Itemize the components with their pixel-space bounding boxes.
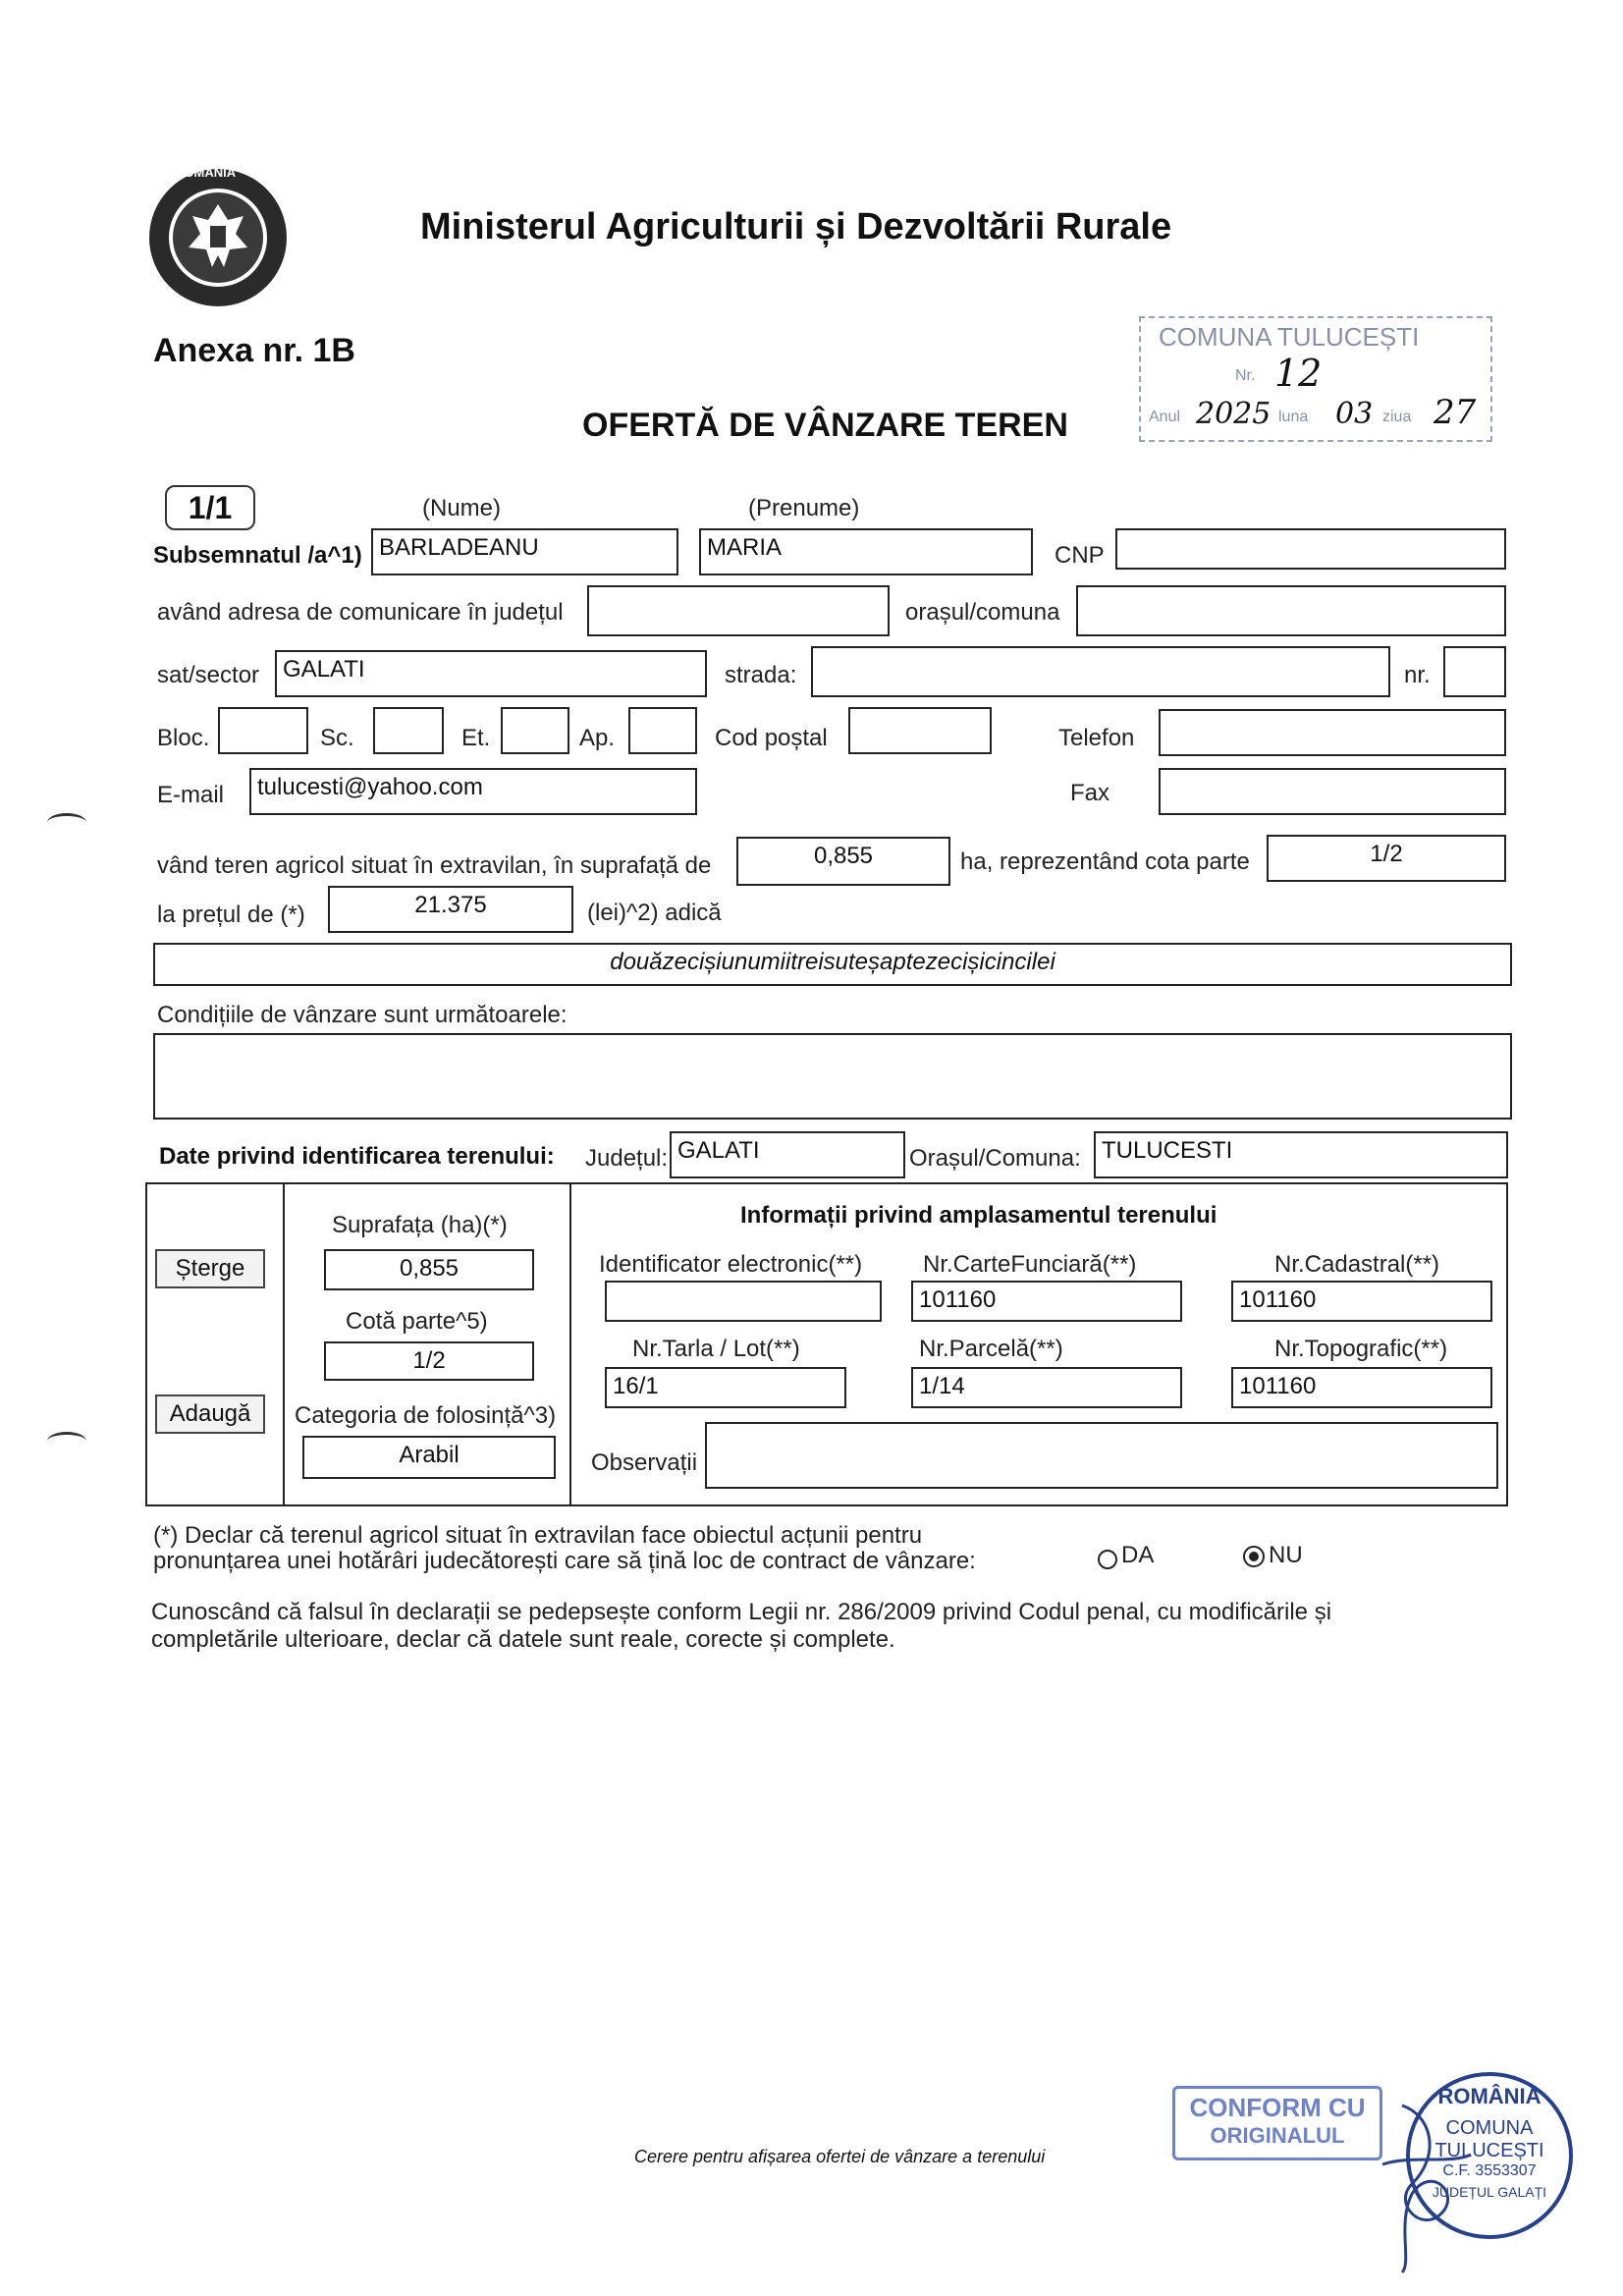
offer-suprafata-field[interactable]: 0,855 [736,837,950,886]
vand-label: vând teren agricol situat în extravilan, în suprafață de [157,852,712,879]
stamp-month-label: luna [1278,409,1309,425]
nu-label: NU [1269,1542,1303,1568]
ha-label: ha, reprezentând cota parte [960,848,1250,875]
judet-field[interactable] [587,585,890,636]
nume-field[interactable]: BARLADEANU [371,528,678,575]
parcela-field[interactable]: 1/14 [911,1367,1182,1408]
punch-hole-mark [47,813,86,832]
cod-postal-field[interactable] [848,707,992,754]
cnp-label: CNP [1055,542,1105,569]
seal-bottom: JUDEȚUL GALAȚI [1432,2184,1547,2200]
land-table-divider [569,1182,571,1506]
categoria-field[interactable]: Arabil [302,1436,556,1479]
stamp-commune: COMUNA TULUCEȘTI [1159,322,1420,352]
et-label: Et. [461,725,491,751]
prenume-header: (Prenume) [748,495,860,521]
topografic-field[interactable]: 101160 [1231,1367,1492,1408]
stamp-year-label: Anul [1149,409,1181,425]
cnp-field[interactable] [1115,528,1506,570]
penal-line2: completările ulterioare, declar că datele sunt reale, corecte și complete. [151,1626,895,1653]
nr-field[interactable] [1443,646,1506,697]
sc-field[interactable] [373,707,444,754]
cadastral-label: Nr.Cadastral(**) [1274,1251,1440,1278]
id-electronic-field[interactable] [605,1281,882,1322]
id-electronic-label: Identificator electronic(**) [599,1251,863,1278]
cod-postal-label: Cod poștal [715,725,828,751]
topografic-label: Nr.Topografic(**) [1274,1336,1448,1362]
seal-top: ROMÂNIA [1437,2084,1542,2108]
da-label: DA [1121,1542,1155,1568]
ident-judet-field[interactable]: GALATI [670,1131,905,1178]
tarla-field[interactable]: 16/1 [605,1367,846,1408]
conform-line1: CONFORM CU [1189,2093,1366,2122]
seal-line2: TULUCEȘTI [1434,2140,1544,2161]
adauga-button[interactable]: Adaugă [155,1394,265,1434]
telefon-label: Telefon [1058,725,1135,751]
carte-field[interactable]: 101160 [911,1281,1182,1322]
pret-litere-field[interactable]: douăzecișiunumiitreisuteșaptezecișicincilei [153,943,1512,986]
sterge-button[interactable]: Șterge [155,1249,265,1288]
suprafata-label: Suprafața (ha)(*) [332,1212,508,1238]
ap-label: Ap. [579,725,616,751]
prenume-field[interactable]: MARIA [699,528,1033,575]
signature-icon [1373,2096,1481,2276]
observatii-label: Observații [591,1449,698,1476]
page-title: OFERTĂ DE VÂNZARE TEREN [582,407,1068,444]
da-radio[interactable] [1098,1550,1117,1569]
ministry-emblem-icon [145,165,291,310]
bloc-field[interactable] [218,707,308,754]
ident-oras-label: Orașul/Comuna: [909,1145,1081,1172]
radio-selected-dot [1249,1552,1259,1561]
judet-label: având adresa de comunicare în județul [157,599,564,626]
ap-field[interactable] [628,707,697,754]
ident-judet-label: Județul: [585,1145,669,1172]
sat-label: sat/sector [157,662,260,688]
email-label: E-mail [157,782,225,808]
stamp-year-value: 2025 [1196,397,1271,431]
declaration-line2: pronunțarea unei hotărâri judecătorești care să țină loc de contract de vânzare: [153,1548,976,1574]
seal-line3: C.F. 3553307 [1442,2162,1537,2179]
cadastral-field[interactable]: 101160 [1231,1281,1492,1322]
conform-stamp [1172,2086,1382,2160]
annex-label: Anexa nr. 1B [153,332,355,369]
pret-label: la prețul de (*) [157,902,305,928]
conditii-label: Condițiile de vânzare sunt următoarele: [157,1002,568,1028]
nu-radio[interactable] [1243,1546,1265,1567]
emblem-text: ROMÂNIA [175,165,237,180]
carte-label: Nr.CarteFunciară(**) [923,1251,1137,1278]
land-table-divider [283,1182,285,1506]
cota-field[interactable]: 1/2 [324,1341,534,1381]
punch-hole-mark [47,1432,86,1450]
owner-fraction: 1/1 [165,485,255,530]
conform-line2: ORIGINALUL [1210,2123,1345,2148]
nume-header: (Nume) [422,495,502,521]
stamp-nr-label: Nr. [1235,367,1256,384]
strada-label: strada: [725,662,797,688]
suprafata-field[interactable]: 0,855 [324,1249,534,1290]
categoria-label: Categoria de folosință^3) [295,1402,557,1429]
ident-oras-field[interactable]: TULUCESTI [1094,1131,1508,1178]
identificare-title: Date privind identificarea terenului: [159,1143,555,1170]
stamp-day-label: ziua [1382,409,1412,425]
penal-line1: Cunoscând că falsul în declarații se pedepsește conform Legii nr. 286/2009 privind Codul penal, cu modificările și [151,1599,1332,1625]
tarla-label: Nr.Tarla / Lot(**) [632,1336,800,1362]
subsemnatul-label: Subsemnatul /a^1) [153,542,362,569]
stamp-day-value: 27 [1434,393,1477,432]
cota-label: Cotă parte^5) [346,1308,488,1335]
telefon-field[interactable] [1159,709,1506,756]
lei-label: (lei)^2) adică [587,900,722,926]
bloc-label: Bloc. [157,725,210,751]
seal-line1: COMUNA [1445,2117,1534,2139]
observatii-field[interactable] [705,1422,1498,1489]
fax-label: Fax [1070,780,1110,806]
parcela-label: Nr.Parcelă(**) [919,1336,1063,1362]
oras-label: orașul/comuna [905,599,1060,626]
registration-stamp [1139,316,1492,442]
offer-cota-field[interactable]: 1/2 [1267,835,1506,882]
strada-field[interactable] [811,646,1390,697]
sat-field[interactable]: GALATI [275,650,707,697]
email-field[interactable]: tulucesti@yahoo.com [249,768,697,815]
sc-label: Sc. [320,725,354,751]
declaration-line1: (*) Declar că terenul agricol situat în extravilan face obiectul acțunii pentru [153,1522,923,1549]
conditii-field[interactable] [153,1033,1512,1120]
stamp-month-value: 03 [1335,397,1374,431]
oras-field[interactable] [1076,585,1506,636]
pret-field[interactable]: 21.375 [328,886,573,933]
fax-field[interactable] [1159,768,1506,815]
stamp-nr-value: 12 [1274,352,1323,395]
footer-caption: Cerere pentru afișarea ofertei de vânzare a terenului [634,2147,1046,2166]
et-field[interactable] [501,707,569,754]
ministry-title: Ministerul Agriculturii și Dezvoltării Rurale [420,206,1172,247]
info-title: Informații privind amplasamentul terenului [740,1202,1217,1229]
nr-label: nr. [1404,662,1431,688]
